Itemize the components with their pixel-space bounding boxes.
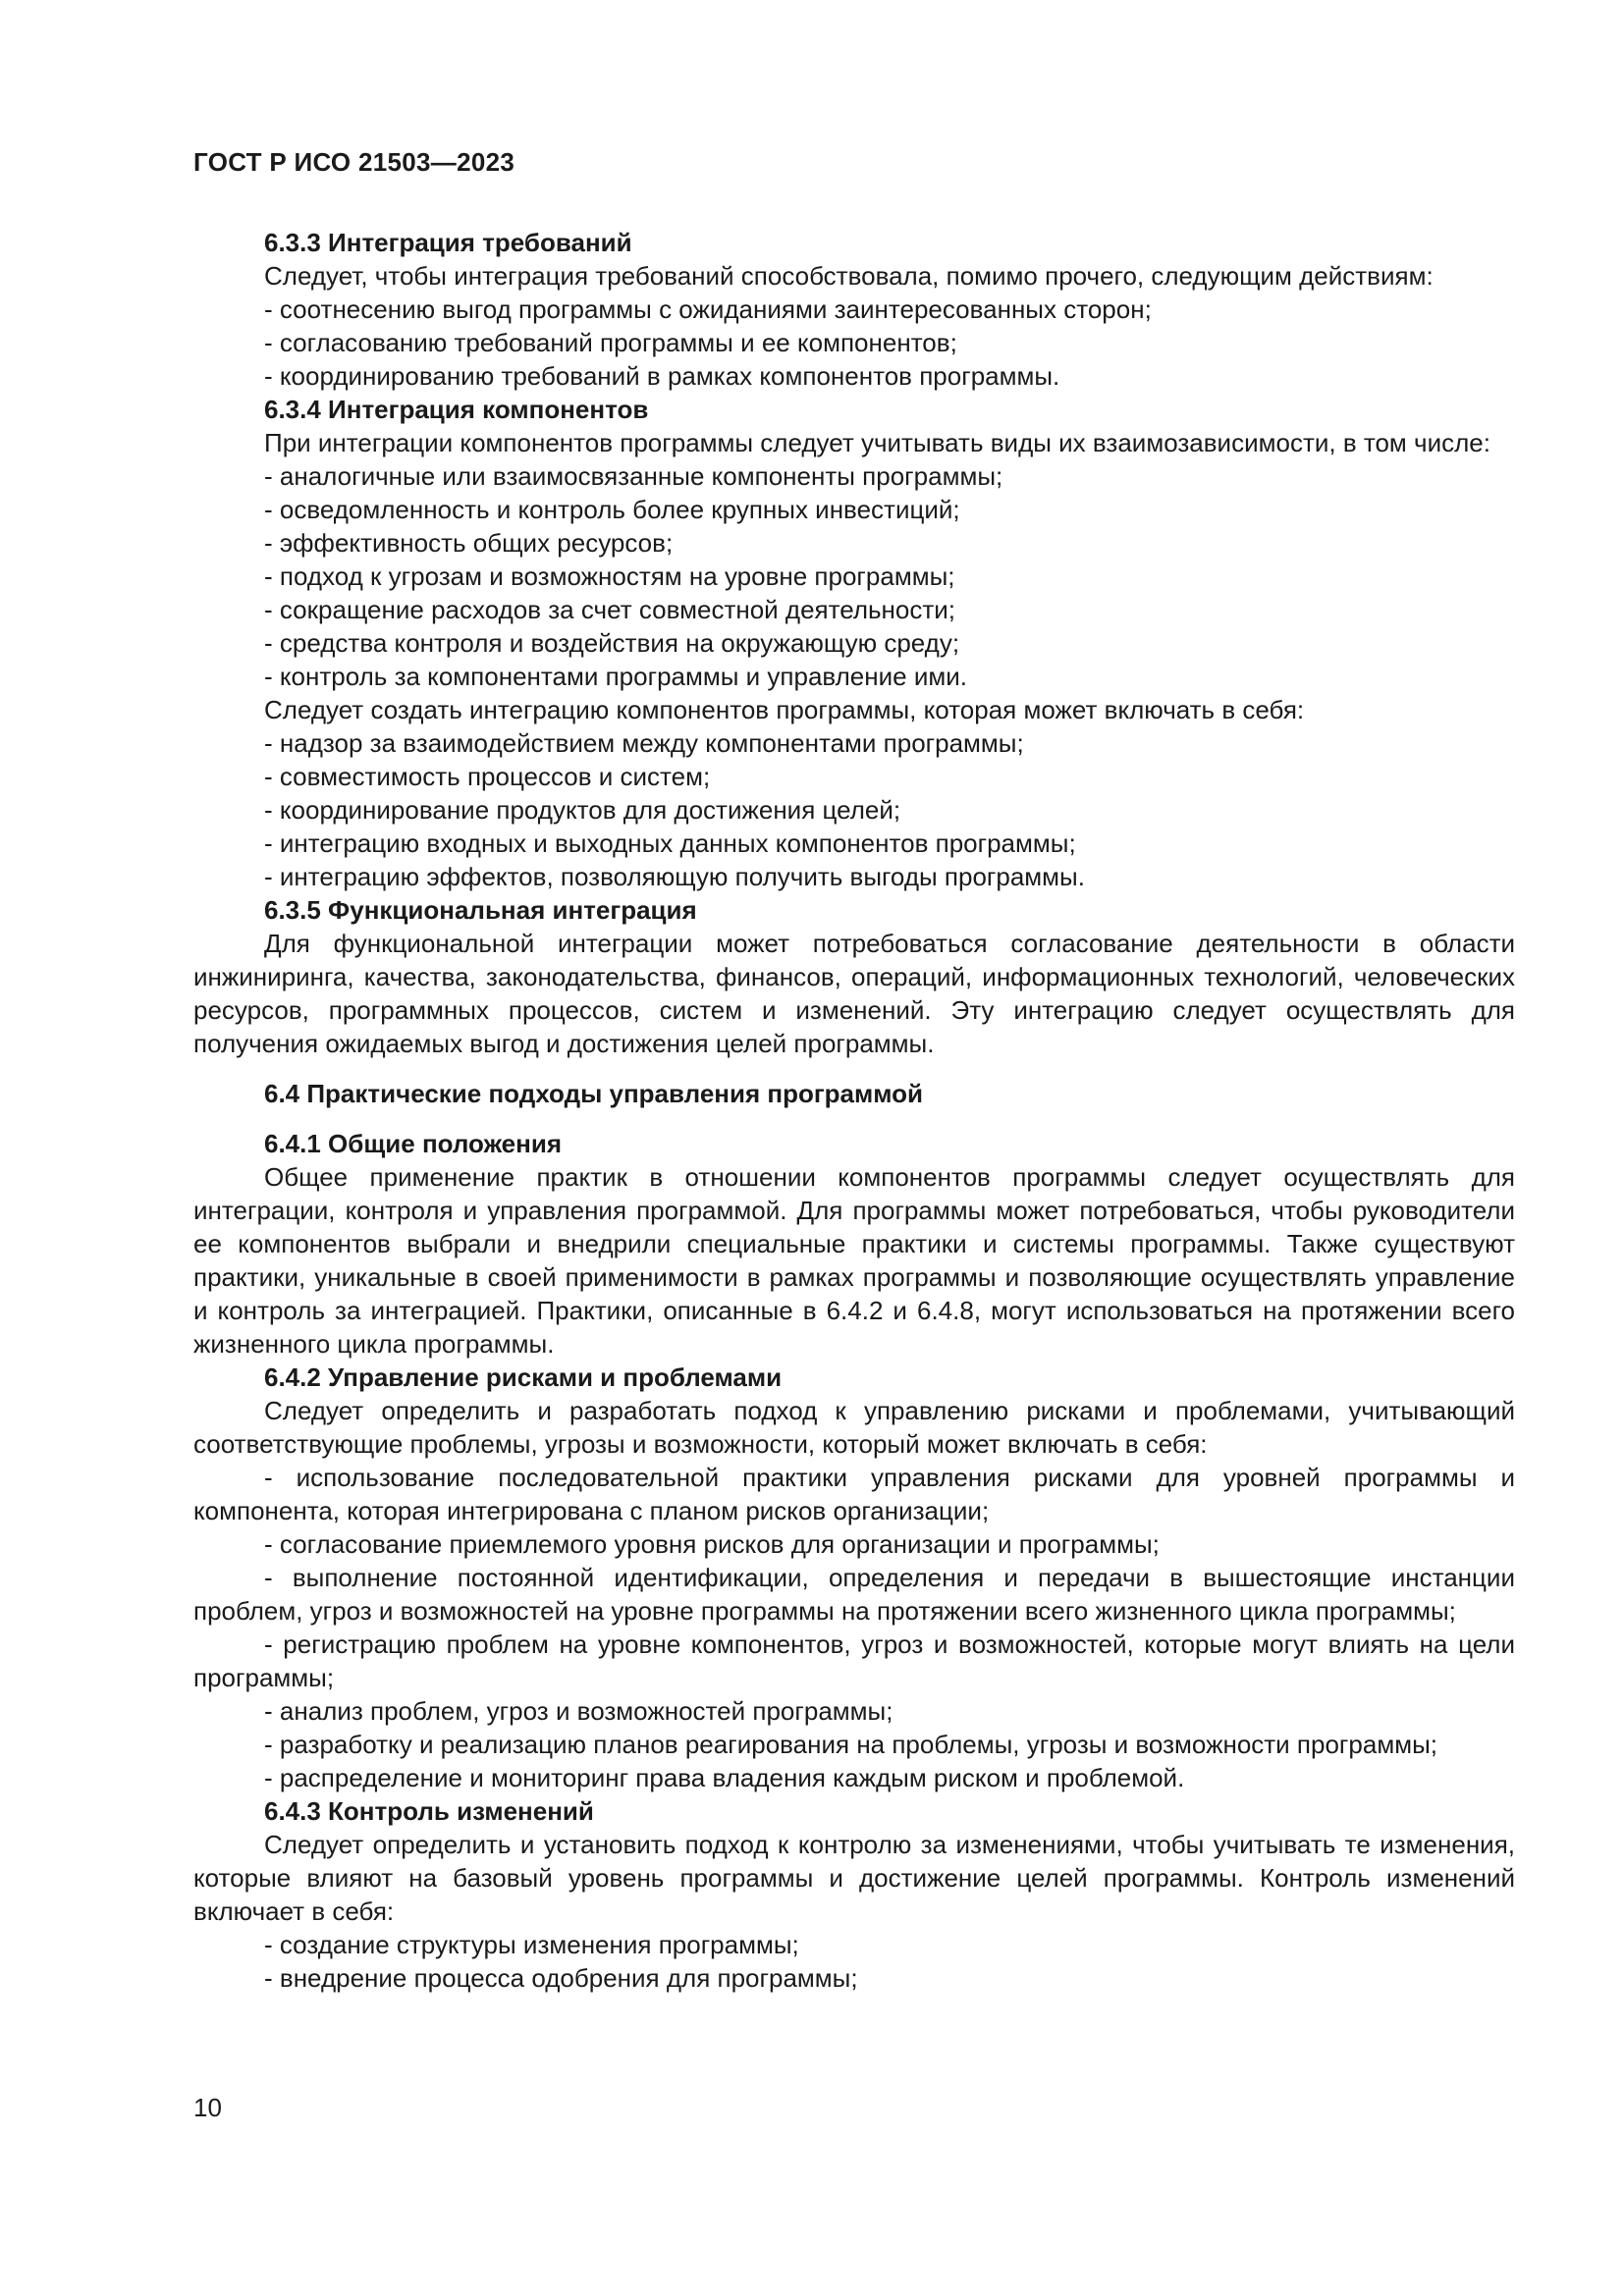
list-item: - внедрение процесса одобрения для программы;: [193, 1961, 1515, 1995]
list-item: - надзор за взаимодействием между компонентами программы;: [193, 726, 1515, 760]
section-6-3-4-intro-2: Следует создать интеграцию компонентов программы, которая может включать в себя:: [264, 695, 1305, 724]
section-6-3-3-heading: 6.3.3 Интеграция требований: [264, 228, 632, 257]
list-item: - средства контроля и воздействия на окружающую среду;: [193, 626, 1515, 660]
list-item: - разработку и реализацию планов реагирования на проблемы, угрозы и возможности программы;: [193, 1728, 1515, 1761]
list-item: - согласованию требований программы и ее компонентов;: [193, 326, 1515, 359]
page-content: [193, 226, 1515, 1995]
list-item: - использование последовательной практики управления рисками для уровней программы и компонента, которая интегрирована с планом рисков организации;: [193, 1461, 1515, 1527]
section-6-3-4-heading: 6.3.4 Интеграция компонентов: [264, 395, 649, 424]
list-item: - интеграцию входных и выходных данных компонентов программы;: [193, 827, 1515, 860]
section-6-3-5-text: Для функциональной интеграции может потребоваться согласование деятельности в области инжиниринга, качества, законодательства, финансов, операций, информационных технологий, человеческих ресурсов, программных процессов, систем и изменений. Эту интеграцию следует осуществлять для получения ожидаемых выгод и достижения целей программы.: [193, 929, 1515, 1058]
list-item: - контроль за компонентами программы и управление ими.: [193, 660, 1515, 693]
section-6-4-1-heading: 6.4.1 Общие положения: [264, 1129, 562, 1158]
list-item: - сокращение расходов за счет совместной деятельности;: [193, 593, 1515, 626]
list-item: - осведомленность и контроль более крупных инвестиций;: [193, 493, 1515, 526]
list-item: - координированию требований в рамках компонентов программы.: [193, 359, 1515, 393]
section-6-4-3-intro: Следует определить и установить подход к контролю за изменениями, чтобы учитывать те изменения, которые влияют на базовый уровень программы и достижение целей программы. Контроль изменений включает в себя:: [193, 1830, 1515, 1926]
section-6-4-1-text: Общее применение практик в отношении компонентов программы следует осуществлять для интеграции, контроля и управления программой. Для программы может потребоваться, чтобы руководители ее компонентов выбрали и внедрили специальные практики и системы программы. Также существуют практики, уникальные в своей применимости в рамках программы и позволяющие осуществлять управление и контроль за интеграцией. Практики, описанные в 6.4.2 и 6.4.8, могут использоваться на протяжении всего жизненного цикла программы.: [193, 1162, 1515, 1359]
list-item: - координирование продуктов для достижения целей;: [193, 793, 1515, 827]
section-6-4-3-heading: 6.4.3 Контроль изменений: [264, 1796, 594, 1826]
list-item: - распределение и мониторинг права владения каждым риском и проблемой.: [193, 1761, 1515, 1794]
section-6-3-4-intro: При интеграции компонентов программы следует учитывать виды их взаимозависимости, в том числе:: [264, 428, 1490, 457]
list-item: - соотнесению выгод программы с ожиданиями заинтересованных сторон;: [193, 293, 1515, 326]
list-item: - эффективность общих ресурсов;: [193, 526, 1515, 560]
list-item: - интеграцию эффектов, позволяющую получить выгоды программы.: [193, 860, 1515, 893]
list-item: - совместимость процессов и систем;: [193, 760, 1515, 793]
list-item: - согласование приемлемого уровня рисков для организации и программы;: [193, 1527, 1515, 1561]
section-6-3-5-heading: 6.3.5 Функциональная интеграция: [264, 895, 697, 925]
list-item: - анализ проблем, угроз и возможностей программы;: [193, 1694, 1515, 1728]
list-item: - подход к угрозам и возможностям на уровне программы;: [193, 560, 1515, 593]
standard-header: ГОСТ Р ИСО 21503—2023: [193, 147, 515, 177]
section-6-4-2-intro: Следует определить и разработать подход к управлению рисками и проблемами, учитывающий соответствующие проблемы, угрозы и возможности, который может включать в себя:: [193, 1396, 1515, 1459]
list-item: - выполнение постоянной идентификации, определения и передачи в вышестоящие инстанции проблем, угроз и возможностей на уровне программы на протяжении всего жизненного цикла программы;: [193, 1561, 1515, 1628]
section-6-4-heading: 6.4 Практические подходы управления программой: [264, 1079, 923, 1108]
section-6-4-2-heading: 6.4.2 Управление рисками и проблемами: [264, 1362, 783, 1392]
list-item: - создание структуры изменения программы;: [193, 1928, 1515, 1961]
page-number: 10: [193, 2093, 222, 2122]
list-item: - регистрацию проблем на уровне компонентов, угроз и возможностей, которые могут влиять на цели программы;: [193, 1628, 1515, 1694]
list-item: - аналогичные или взаимосвязанные компоненты программы;: [193, 459, 1515, 493]
section-6-3-3-intro: Следует, чтобы интеграция требований способствовала, помимо прочего, следующим действиям:: [264, 261, 1434, 291]
